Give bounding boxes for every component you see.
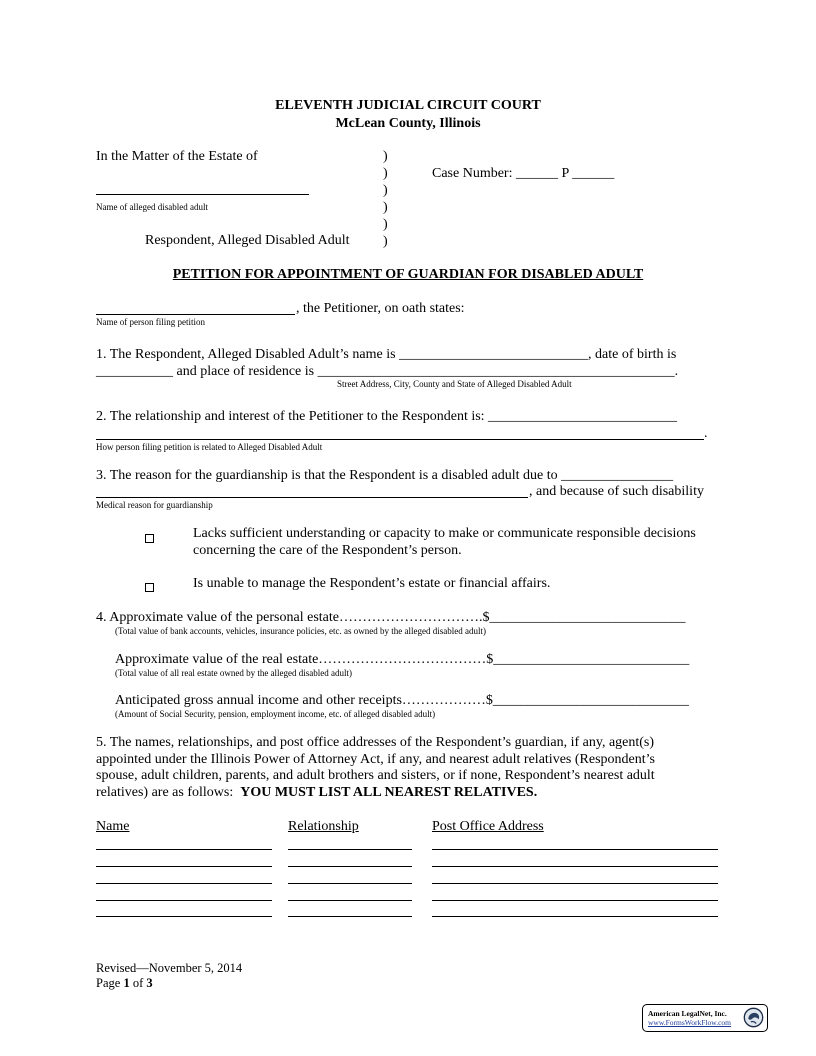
relationship-line[interactable] [96,439,704,440]
county-name: McLean County, Illinois [335,116,481,131]
medical-reason-label: Medical reason for guardianship [96,500,213,510]
item-5-line-3: spouse, adult children, parents, and adult brothers and sisters, or if none, Respondent’s nearest adult [96,768,655,783]
relationship-blank[interactable] [288,916,412,917]
item-5-line-2: appointed under the Illinois Power of Attorney Act, if any, and nearest adult relatives (Respondent’s [96,752,655,767]
name-blank[interactable] [96,849,272,850]
option-understanding-line-2: concerning the care of the Respondent’s person. [193,543,462,558]
respondent-name-line[interactable] [96,194,309,195]
paren: ) [383,200,388,215]
case-number[interactable]: Case Number: ______ P ______ [432,166,615,181]
petitioner-name-line[interactable] [96,314,295,315]
column-header-address: Post Office Address [432,819,544,834]
globe-icon [743,1007,764,1028]
name-blank[interactable] [96,883,272,884]
revised-date: Revised—November 5, 2014 [96,961,243,975]
relationship-blank[interactable] [288,866,412,867]
item-3-line-2: , and because of such disability [529,484,704,499]
checkbox-understanding[interactable] [145,530,154,548]
annual-income-note: (Amount of Social Security, pension, employment income, etc. of alleged disabled adult) [115,709,436,719]
page-number: 1 [123,976,130,990]
relationship-blank[interactable] [288,900,412,901]
name-blank[interactable] [96,866,272,867]
relationship-label: How person filing petition is related to Alleged Disabled Adult [96,442,323,452]
column-header-relationship: Relationship [288,819,359,834]
real-estate-row[interactable]: Approximate value of the real estate………………………………$____________________________ [115,652,690,667]
item-5-line-4 [96,784,537,801]
option-estate: Is unable to manage the Respondent’s estate or financial affairs. [193,576,551,591]
item-2-line-1: 2. The relationship and interest of the Petitioner to the Respondent is: ___________________________ [96,409,678,424]
address-blank[interactable] [432,900,718,901]
respondent-label: Respondent, Alleged Disabled Adult [145,233,350,248]
address-blank[interactable] [432,883,718,884]
checkbox-estate[interactable] [145,579,154,597]
matter-label: In the Matter of the Estate of [96,149,258,164]
page-indicator [96,976,153,991]
petitioner-name-label: Name of person filing petition [96,317,205,327]
address-blank[interactable] [432,916,718,917]
item-1-line-1: 1. The Respondent, Alleged Disabled Adult’s name is ___________________________, date of birth is [96,347,677,362]
item-5-last-text: relatives) are as follows: [96,785,241,800]
item-2-period: . [704,426,708,441]
paren: ) [383,149,388,164]
residence-label: Street Address, City, County and State of Alleged Disabled Adult [337,379,572,389]
american-legalnet-logo[interactable] [642,1004,768,1032]
petitioner-oath-text: , the Petitioner, on oath states: [296,301,465,316]
name-blank[interactable] [96,916,272,917]
real-estate-note: (Total value of all real estate owned by the alleged disabled adult) [115,668,353,678]
personal-estate-row[interactable]: 4. Approximate value of the personal estate………………………….$____________________________ [96,610,686,625]
paren: ) [383,183,388,198]
address-blank[interactable] [432,866,718,867]
address-blank[interactable] [432,849,718,850]
item-1-line-2: ___________ and place of residence is ___________________________________________________. [96,364,679,379]
relatives-emphasis: YOU MUST LIST ALL NEAREST RELATIVES. [240,785,538,800]
item-3-line-1: 3. The reason for the guardianship is that the Respondent is a disabled adult due to ________________ [96,468,674,483]
name-blank[interactable] [96,900,272,901]
logo-url[interactable]: www.FormsWorkFlow.com [648,1018,732,1027]
item-5-line-1: 5. The names, relationships, and post office addresses of the Respondent’s guardian, if any, agent(s) [96,735,655,750]
relationship-blank[interactable] [288,849,412,850]
paren: ) [383,166,388,181]
option-understanding-line-1: Lacks sufficient understanding or capacity to make or communicate responsible decisions [193,526,696,541]
personal-estate-note: (Total value of bank accounts, vehicles, insurance policies, etc. as owned by the alleged disabled adult) [115,626,486,636]
court-name: ELEVENTH JUDICIAL CIRCUIT COURT [275,98,541,113]
relationship-blank[interactable] [288,883,412,884]
medical-reason-line[interactable] [96,497,528,498]
page-prefix: Page [96,976,124,990]
page-mid: of [129,976,147,990]
page-total: 3 [146,976,153,990]
document-title: PETITION FOR APPOINTMENT OF GUARDIAN FOR DISABLED ADULT [172,267,644,282]
paren: ) [383,234,388,249]
annual-income-row[interactable]: Anticipated gross annual income and other receipts………………$____________________________ [115,693,689,708]
column-header-name: Name [96,819,130,834]
respondent-name-label: Name of alleged disabled adult [96,202,208,212]
logo-company: American LegalNet, Inc. [648,1009,727,1018]
paren: ) [383,217,388,232]
